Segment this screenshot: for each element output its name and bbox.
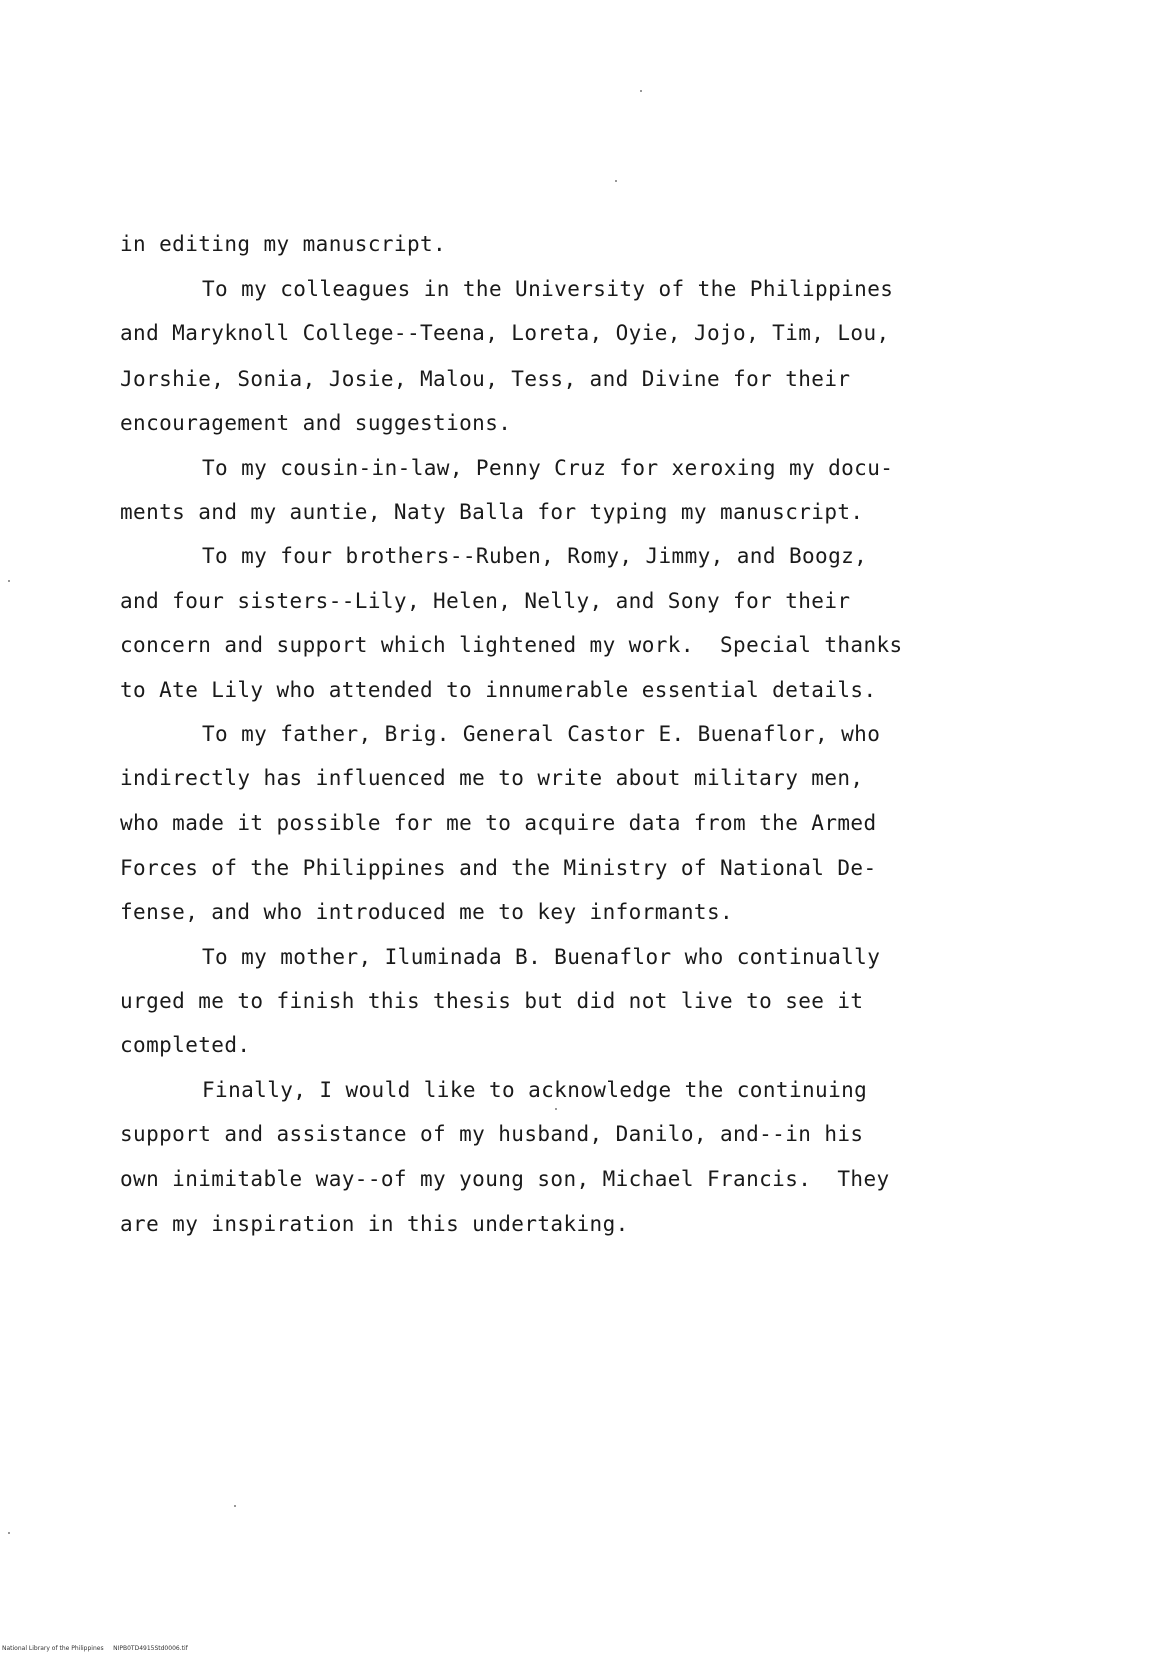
text-line: and four sisters--Lily, Helen, Nelly, and Sony for their xyxy=(120,589,851,613)
text-line: urged me to finish this thesis but did not live to see it xyxy=(120,989,864,1013)
scan-speck xyxy=(8,1532,10,1534)
scan-speck xyxy=(8,580,10,582)
text-line: ments and my auntie, Naty Balla for typing my manuscript. xyxy=(120,500,864,524)
paragraph-first-line: Finally, I would like to acknowledge the continuing xyxy=(202,1078,868,1102)
text-line: encouragement and suggestions. xyxy=(120,411,512,435)
text-line: and Maryknoll College--Teena, Loreta, Oyie, Jojo, Tim, Lou, xyxy=(120,321,890,345)
scan-speck xyxy=(234,1505,236,1507)
scan-speck xyxy=(615,180,617,182)
paragraph-first-line: To my mother, Iluminada B. Buenaflor who continually xyxy=(202,945,881,969)
paragraph-first-line: To my father, Brig. General Castor E. Buenaflor, who xyxy=(202,722,881,746)
text-line: in editing my manuscript. xyxy=(120,232,447,256)
text-line: who made it possible for me to acquire data from the Armed xyxy=(120,811,877,835)
scan-footer: National Library of the Philippines NIPB0TD4915Std0006.tif xyxy=(2,1645,188,1652)
scan-speck xyxy=(555,1108,557,1110)
text-line: concern and support which lightened my work. Special thanks xyxy=(120,633,903,657)
text-line: indirectly has influenced me to write about military men, xyxy=(120,766,864,790)
text-line: to Ate Lily who attended to innumerable essential details. xyxy=(120,678,877,702)
paragraph-first-line: To my four brothers--Ruben, Romy, Jimmy, and Boogz, xyxy=(202,544,868,568)
text-line: own inimitable way--of my young son, Michael Francis. They xyxy=(120,1167,890,1191)
paragraph-first-line: To my colleagues in the University of the Philippines xyxy=(202,277,894,301)
text-line: support and assistance of my husband, Danilo, and--in his xyxy=(120,1122,864,1146)
text-line: are my inspiration in this undertaking. xyxy=(120,1212,629,1236)
text-line: fense, and who introduced me to key informants. xyxy=(120,900,734,924)
text-line: Jorshie, Sonia, Josie, Malou, Tess, and Divine for their xyxy=(120,367,851,391)
text-line: Forces of the Philippines and the Ministry of National De- xyxy=(120,856,877,880)
text-line: completed. xyxy=(120,1033,251,1057)
scan-speck xyxy=(640,90,642,92)
paragraph-first-line: To my cousin-in-law, Penny Cruz for xeroxing my docu- xyxy=(202,456,894,480)
